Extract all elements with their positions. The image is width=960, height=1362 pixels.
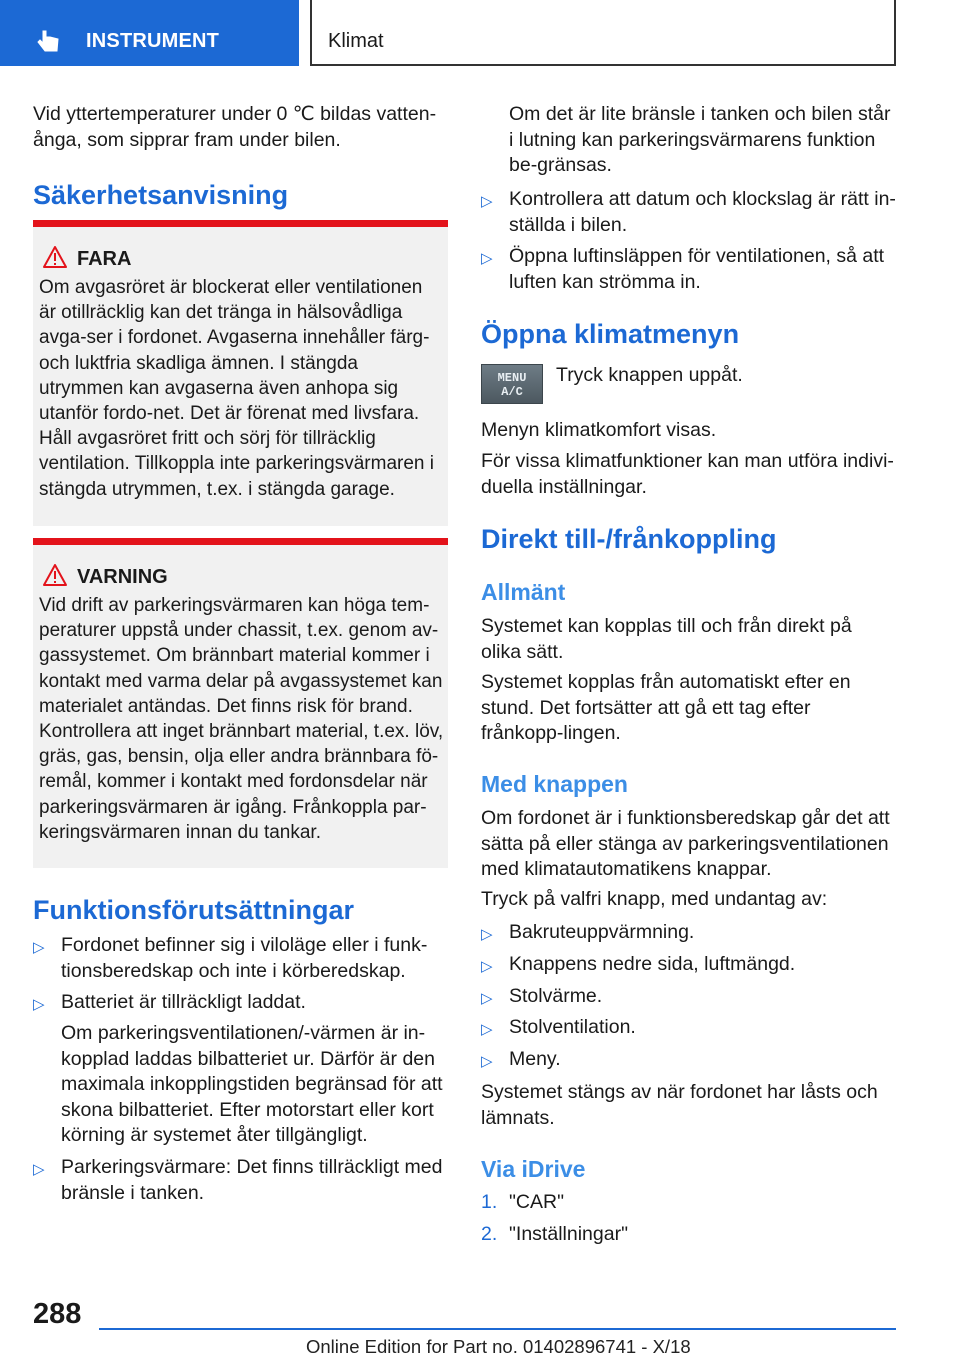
triangle-bullet-icon: ▷ xyxy=(481,193,493,210)
intro-paragraph: Vid yttertemperaturer under 0 ℃ bildas vatten-ånga, som sipprar fram under bilen. xyxy=(33,103,437,151)
idrive-heading: Via iDrive xyxy=(481,1156,586,1182)
menu-result: Menyn klimatkomfort visas. xyxy=(481,419,717,441)
warning-text: Vid drift av parkeringsvärmaren kan höga tem-peraturer uppstå under chassit, t.ex. genom av-gassystemet. Om brännbart material kommer i kontakt med varma delar på avgassystemet kan materialet antändas. Det finns risk för brand. Kontrollera att inget brännbart material, t.ex. löv, gräs, gas, bensin, olja eller andra brännbara fö-remål, kommer i kontakt med fordonsdelar när parkeringsvärmaren är igång. Frånkoppla par-keringsvärmaren innan du tankar. xyxy=(39,595,444,843)
triangle-bullet-icon: ▷ xyxy=(481,1053,493,1070)
triangle-bullet-icon: ▷ xyxy=(33,939,45,956)
footer-divider xyxy=(99,1328,896,1330)
section-title: Klimat xyxy=(328,30,384,52)
button-heading: Med knappen xyxy=(481,771,628,797)
danger-title: FARA xyxy=(77,248,132,270)
warning-bar xyxy=(33,538,448,545)
page-number: 288 xyxy=(33,1298,82,1330)
general-paragraph-1: Systemet kan kopplas till och från direkt på olika sätt. xyxy=(481,615,852,663)
hand-pointer-icon xyxy=(36,27,62,53)
menu-ac-button-image: MENU A/C xyxy=(481,364,543,404)
menu-heading: Öppna klimatmenyn xyxy=(481,319,740,349)
battery-note: Om parkeringsventilationen/-värmen är in-kopplad laddas bilbatteriet ur. Därför är den maximala inkopplingstiden begränsad för att skona bilbatteriet. Efter motorstart eller kort körning är systemet åter tillgängligt. xyxy=(61,1022,443,1146)
triangle-bullet-icon: ▷ xyxy=(481,926,493,943)
prereq-heading: Funktionsförutsättningar xyxy=(33,895,354,925)
button-paragraph-3: Systemet stängs av när fordonet har låsts och lämnats. xyxy=(481,1081,878,1129)
edition-text: Online Edition for Part no. 01402896741 - X/18 xyxy=(306,1336,691,1357)
warning-title: VARNING xyxy=(77,566,168,588)
chapter-label: INSTRUMENT xyxy=(86,30,220,52)
chapter-tab[interactable] xyxy=(0,0,299,66)
danger-bar xyxy=(33,220,448,227)
triangle-bullet-icon: ▷ xyxy=(481,990,493,1007)
fuel-note: Om det är lite bränsle i tanken och bilen står i lutning kan parkeringsvärmarens funktion be-gränsas. xyxy=(509,103,891,176)
direct-heading: Direkt till-/frånkoppling xyxy=(481,524,777,554)
warning-box xyxy=(33,538,448,868)
warning-triangle-icon xyxy=(42,245,68,269)
menu-instruction: Tryck knappen uppåt. xyxy=(556,364,743,386)
menu-note: För vissa klimatfunktioner kan man utföra indivi-duella inställningar. xyxy=(481,450,894,498)
triangle-bullet-icon: ▷ xyxy=(33,1161,45,1178)
triangle-bullet-icon: ▷ xyxy=(481,1021,493,1038)
safety-heading: Säkerhetsanvisning xyxy=(33,180,289,210)
general-paragraph-2: Systemet kopplas från automatiskt efter en stund. Det fortsätter att gå ett tag efter frånkopp-lingen. xyxy=(481,671,851,744)
warning-triangle-icon xyxy=(42,563,68,587)
section-header xyxy=(310,0,896,66)
button-paragraph-2: Tryck på valfri knapp, med undantag av: xyxy=(481,888,828,910)
danger-box xyxy=(33,220,448,526)
general-heading: Allmänt xyxy=(481,579,566,605)
danger-text: Om avgasröret är blockerat eller ventilationen är otillräcklig kan det tränga in hälsovådliga avga-ser i fordonet. Avgaserna innehåller färg- och luktfria skadliga ämnen. I stängda utrymmen kan avgaserna även anhopa sig utanför fordo-net. Det är förenat med livsfara. Håll avgasröret fritt och sörj för tillräcklig ventilation. Tillkoppla inte parkeringsvärmaren i stängda utrymmen, t.ex. i stängda garage. xyxy=(39,277,434,500)
triangle-bullet-icon: ▷ xyxy=(481,958,493,975)
triangle-bullet-icon: ▷ xyxy=(33,996,45,1013)
triangle-bullet-icon: ▷ xyxy=(481,250,493,267)
button-paragraph-1: Om fordonet är i funktionsberedskap går det att sätta på eller stänga av parkeringsventilationen med klimatautomatikens knappar. xyxy=(481,807,890,880)
